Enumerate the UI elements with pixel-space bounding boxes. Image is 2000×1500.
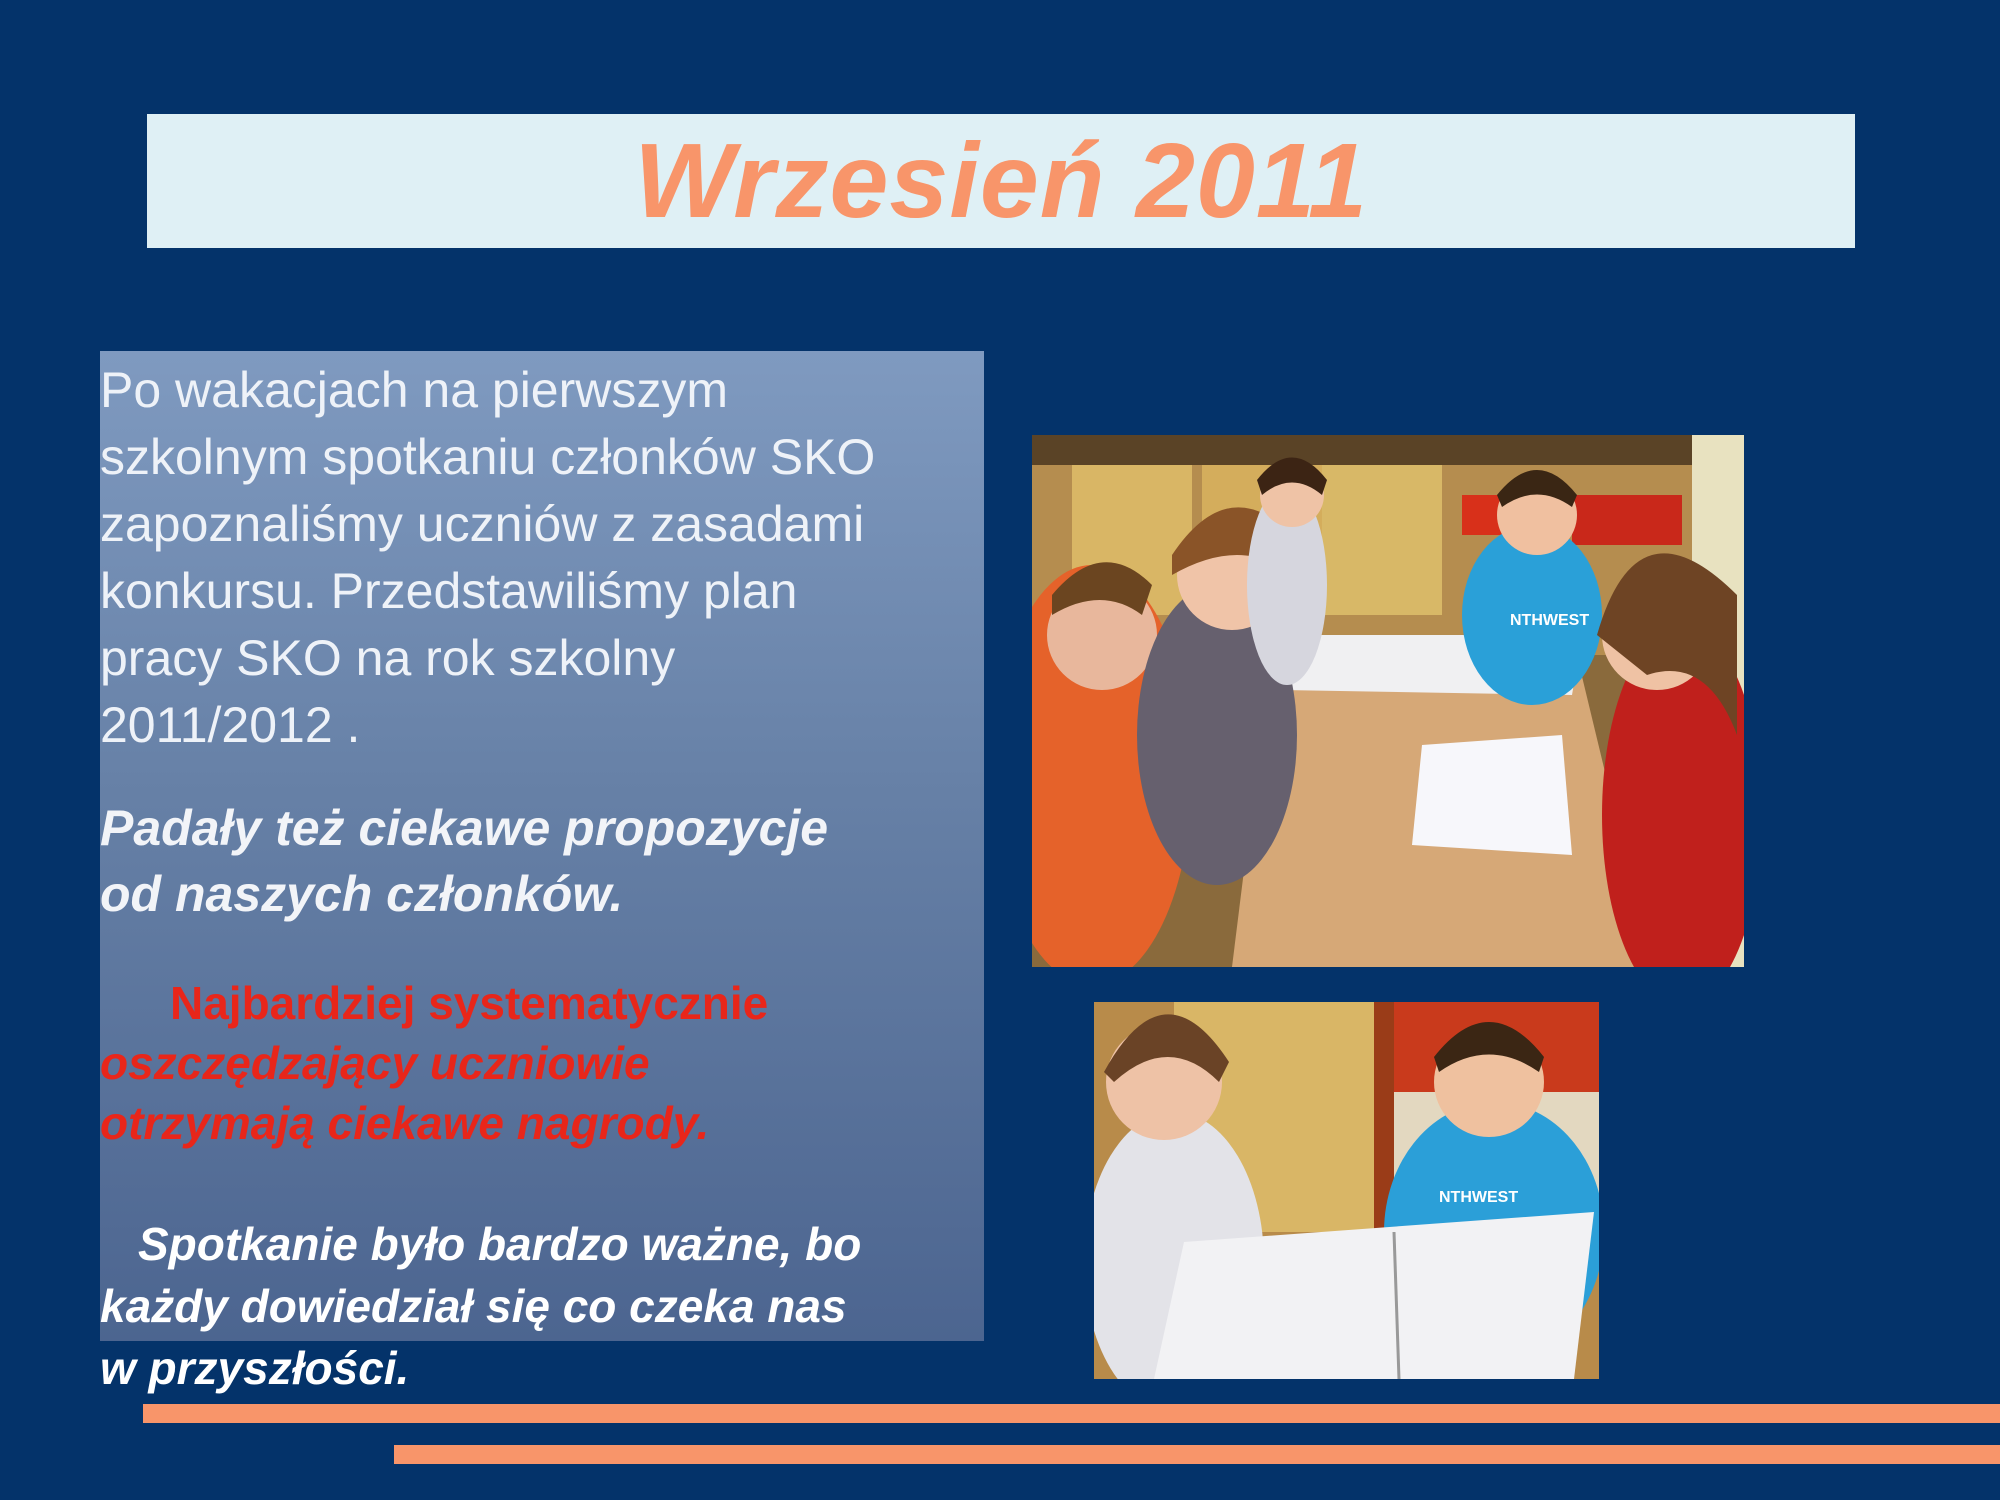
rewards-line: oszczędzający uczniowie: [100, 1037, 650, 1089]
intro-line: Po wakacjach na pierwszym: [100, 362, 729, 418]
accent-stripe: [394, 1445, 2000, 1464]
conclusion-line: w przyszłości.: [100, 1342, 410, 1394]
intro-line: 2011/2012 .: [100, 697, 361, 753]
proposals-paragraph: [100, 795, 1000, 927]
shirt-text: NTHWEST: [1510, 612, 1590, 629]
shirt-text: NTHWEST: [1439, 1189, 1519, 1206]
classroom-photo-table: [1032, 435, 1744, 967]
title-bar: [147, 114, 1855, 248]
proposals-line: od naszych członków.: [100, 866, 624, 922]
text-block: [100, 357, 1000, 1399]
proposals-line: Padały też ciekawe propozycje: [100, 800, 829, 856]
intro-line: zapoznaliśmy uczniów z zasadami: [100, 496, 865, 552]
rewards-line: otrzymają ciekawe nagrody.: [100, 1097, 710, 1149]
conclusion-line: Spotkanie było bardzo ważne, bo: [138, 1218, 862, 1270]
accent-stripe: [143, 1404, 2000, 1423]
intro-line: szkolnym spotkaniu członków SKO: [100, 429, 876, 485]
rewards-paragraph: [100, 973, 1000, 1153]
conclusion-line: każdy dowiedział się co czeka nas: [100, 1280, 847, 1332]
intro-paragraph: [100, 357, 1000, 759]
slide-title: Wrzesień 2011: [634, 121, 1368, 240]
intro-line: pracy SKO na rok szkolny: [100, 630, 676, 686]
conclusion-paragraph: [100, 1213, 1000, 1399]
intro-line: konkursu. Przedstawiliśmy plan: [100, 563, 798, 619]
rewards-line: Najbardziej systematycznie: [170, 977, 769, 1029]
classroom-photo-binder: [1094, 1002, 1599, 1379]
